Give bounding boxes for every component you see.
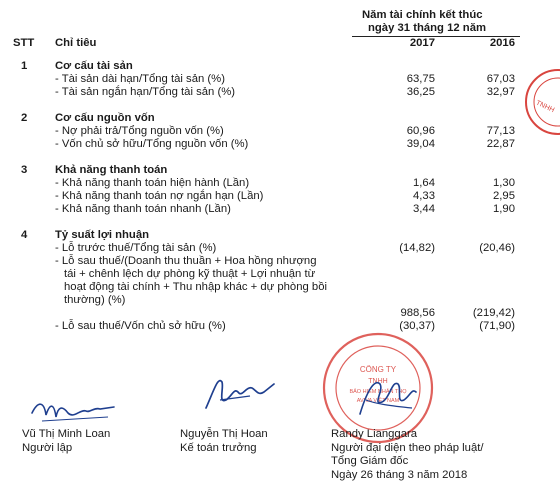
accountant-role: Kế toán trưởng xyxy=(180,442,257,454)
row-label: - Khả năng thanh toán nhanh (Lần) xyxy=(55,203,231,215)
col-stt-header: STT xyxy=(13,37,35,49)
col-2016-header: 2016 xyxy=(489,37,515,49)
stamp-center-line2: TNHH xyxy=(368,378,388,385)
row-value-2016: 1,30 xyxy=(493,177,515,189)
row-label-line: tái + chênh lệch dự phòng kỹ thuật + Lợi nhuận từ xyxy=(64,268,316,280)
row-label: - Vốn chủ sở hữu/Tổng nguồn vốn (%) xyxy=(55,138,249,150)
row-value-2016: 1,90 xyxy=(493,203,515,215)
row-value-2016: 77,13 xyxy=(486,125,515,137)
row-label-line: hoạt động tài chính + Thu nhập khác + dự phòng bồi xyxy=(64,281,327,293)
section-title: Cơ cấu nguồn vốn xyxy=(55,112,155,124)
row-value-2017: (30,37) xyxy=(399,320,435,332)
row-value-2017: 3,44 xyxy=(413,203,435,215)
stamp-center-line3: BẢO HIỂM NHÂN THỌ xyxy=(349,389,407,395)
row-label: - Khả năng thanh toán hiện hành (Lần) xyxy=(55,177,250,189)
director-role-line2: Tổng Giám đốc xyxy=(331,455,409,467)
preparer-signature xyxy=(28,395,118,429)
signing-date: Ngày 26 tháng 3 năm 2018 xyxy=(331,469,468,481)
row-value-2017: 1,64 xyxy=(413,177,435,189)
accountant-name: Nguyễn Thị Hoan xyxy=(180,428,268,440)
row-value-2017: 63,75 xyxy=(406,73,435,85)
section-title: Tỷ suất lợi nhuận xyxy=(55,229,150,241)
row-value-2016: (219,42) xyxy=(472,307,515,319)
row-value-2017: 60,96 xyxy=(406,125,435,137)
row-label-line: thường) (%) xyxy=(64,294,126,306)
row-label: - Tài sản dài hạn/Tổng tài sản (%) xyxy=(55,73,225,85)
row-value-2016: 67,03 xyxy=(486,73,515,85)
row-value-2016: (20,46) xyxy=(479,242,515,254)
col-2017-header: 2017 xyxy=(409,37,435,49)
stamp-center-line1: CÔNG TY xyxy=(359,365,397,374)
director-role-line1: Người đại diện theo pháp luật/ xyxy=(331,442,484,454)
row-label: - Tài sản ngắn hạn/Tổng tài sản (%) xyxy=(55,86,236,98)
section-no: 1 xyxy=(21,60,28,72)
row-value-2016: 32,97 xyxy=(486,86,515,98)
section-title: Khả năng thanh toán xyxy=(55,164,168,176)
director-signature xyxy=(352,370,422,426)
period-header-line2: ngày 31 tháng 12 năm xyxy=(368,22,487,34)
row-label: - Lỗ sau thuế/Vốn chủ sở hữu (%) xyxy=(55,320,226,332)
row-value-2017: 36,25 xyxy=(406,86,435,98)
edge-stamp-text: TNHH xyxy=(534,99,556,115)
row-label: - Khả năng thanh toán nợ ngắn hạn (Lần) xyxy=(55,190,264,202)
row-label: - Lỗ trước thuế/Tổng tài sản (%) xyxy=(55,242,217,254)
row-value-2017: 988,56 xyxy=(400,307,435,319)
section-title: Cơ cấu tài sản xyxy=(55,60,133,72)
stamp-center-line4: AVIVA VIỆT NAM xyxy=(356,398,400,404)
director-name: Randy Lianggara xyxy=(331,428,418,440)
section-no: 3 xyxy=(21,164,28,176)
row-value-2016: 2,95 xyxy=(493,190,515,202)
accountant-signature xyxy=(200,370,280,416)
row-value-2017: 4,33 xyxy=(413,190,435,202)
col-item-header: Chỉ tiêu xyxy=(55,37,97,49)
section-no: 2 xyxy=(21,112,28,124)
row-value-2017: (14,82) xyxy=(399,242,435,254)
preparer-role: Người lập xyxy=(22,442,73,454)
preparer-name: Vũ Thị Minh Loan xyxy=(22,428,111,440)
section-no: 4 xyxy=(21,229,28,241)
row-value-2016: (71,90) xyxy=(479,320,515,332)
row-label-line: - Lỗ sau thuế/(Doanh thu thuần + Hoa hồng nhượng xyxy=(55,255,317,267)
row-value-2017: 39,04 xyxy=(406,138,435,150)
edge-stamp xyxy=(520,64,560,144)
row-value-2016: 22,87 xyxy=(486,138,515,150)
row-label: - Nợ phải trả/Tổng nguồn vốn (%) xyxy=(55,125,224,137)
period-header-line1: Năm tài chính kết thúc xyxy=(362,9,483,21)
